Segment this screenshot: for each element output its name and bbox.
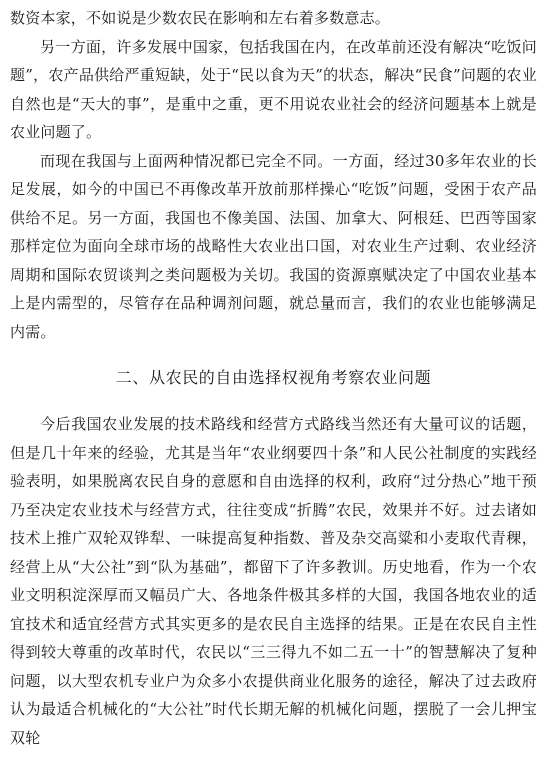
paragraph-current-situation: 而现在我国与上面两种情况都已完全不同。一方面，经过30多年农业的长足发展，如今的中国已不再像改革开放前那样操心“吃饭”问题，受困于农产品供给不足。另一方面，我国也不像美国、法国、加拿大、阿根廷、巴西等国家那样定位为面向全球市场的战略性大农业出口国，对农业生产过剩、农业经济周期和国际农贸谈判之类问题极为关切。我国的资源禀赋决定了中国农业基本上是内需型的，尽管存在品种调剂问题，就总量而言，我们的农业也能够满足内需。 — [10, 151, 537, 341]
section-heading: 二、从农民的自由选择权视角考察农业问题 — [115, 368, 432, 387]
paragraph-developing-countries: 另一方面，许多发展中国家，包括我国在内，在改革前还没有解决“吃饭问题”，农产品供给严重短缺，处于“民以食为天”的状态，解决“民食”问题的农业自然也是“天大的事”，是重中之重，更不用说农业社会的经济问题基本上就是农业问题了。 — [10, 37, 537, 141]
paragraph-farmer-choice: 今后我国农业发展的技术路线和经营方式路线当然还有大量可议的话题，但是几十年来的经验，尤其是当年“农业纲要四十条”和人民公社制度的实践经验表明，如果脱离农民自身的意愿和自由选择的权利，政府“过分热心”地干预乃至决定农业技术与经营方式，往往变成“折腾”农民，效果并不好。过去诸如技术上推广双轮双铧犁、一味提高复种指数、普及杂交高粱和小麦取代青稞，经营上从“大公社”到“队为基础”，都留下了许多教训。历史地看，作为一个农业文明积淀深厚而又幅员广大、各地条件极其多样的大国，我国各地农业的适宜技术和适宜经营方式其实更多的是农民自主选择的结果。正是在农民自主性得到较大尊重的改革时代，农民以“三三得九不如二五一十”的智慧解决了复种问题，以大型农机专业户为众多小农提供商业化服务的途径，解决了过去政府认为最适合机械化的“大公社”时代长期无解的机械化问题，摆脱了一会儿押宝双轮 — [10, 415, 537, 747]
paragraph-continuation: 数资本家，不如说是少数农民在影响和左右着多数意志。 — [10, 9, 391, 27]
document-page — [10, 0, 537, 752]
